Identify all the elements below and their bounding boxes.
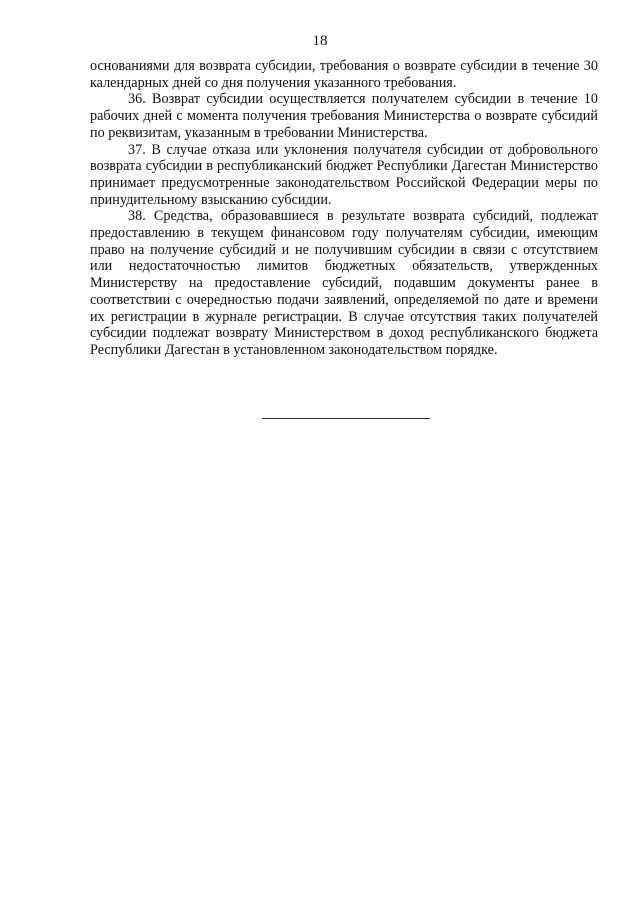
end-divider-line [262,418,430,419]
page-number: 18 [312,33,328,49]
document-body [90,58,598,359]
paragraph-38: 38. Средства, образовавшиеся в результате возврата субсидий, подлежат предоставлению в текущем финансовом году получателям субсидии, имеющим право на получение субсидий и не получившим субсидии в связи с отсутствием или недостаточностью лимитов бюджетных обязательств, утвержденных Министерству на предоставление субсидий, подавшим документы ранее в соответствии с очередностью подачи заявлений, определяемой по дате и времени их регистрации в журнале регистрации. В случае отсутствия таких получателей субсидии подлежат возврату Министерством в доход республиканского бюджета Республики Дагестан в установленном законодательством порядке. [90,208,598,358]
paragraph-continuation: основаниями для возврата субсидии, требования о возврате субсидии в течение 30 календарных дней со дня получения указанного требования. [90,58,598,91]
paragraph-37: 37. В случае отказа или уклонения получателя субсидии от добровольного возврата субсидии в республиканский бюджет Республики Дагестан Министерство принимает предусмотренные законодательством Российской Федерации меры по принудительному взысканию субсидии. [90,141,598,208]
paragraph-36: 36. Возврат субсидии осуществляется получателем субсидии в течение 10 рабочих дней с момента получения требования Министерства о возврате субсидий по реквизитам, указанным в требовании Министерства. [90,91,598,141]
